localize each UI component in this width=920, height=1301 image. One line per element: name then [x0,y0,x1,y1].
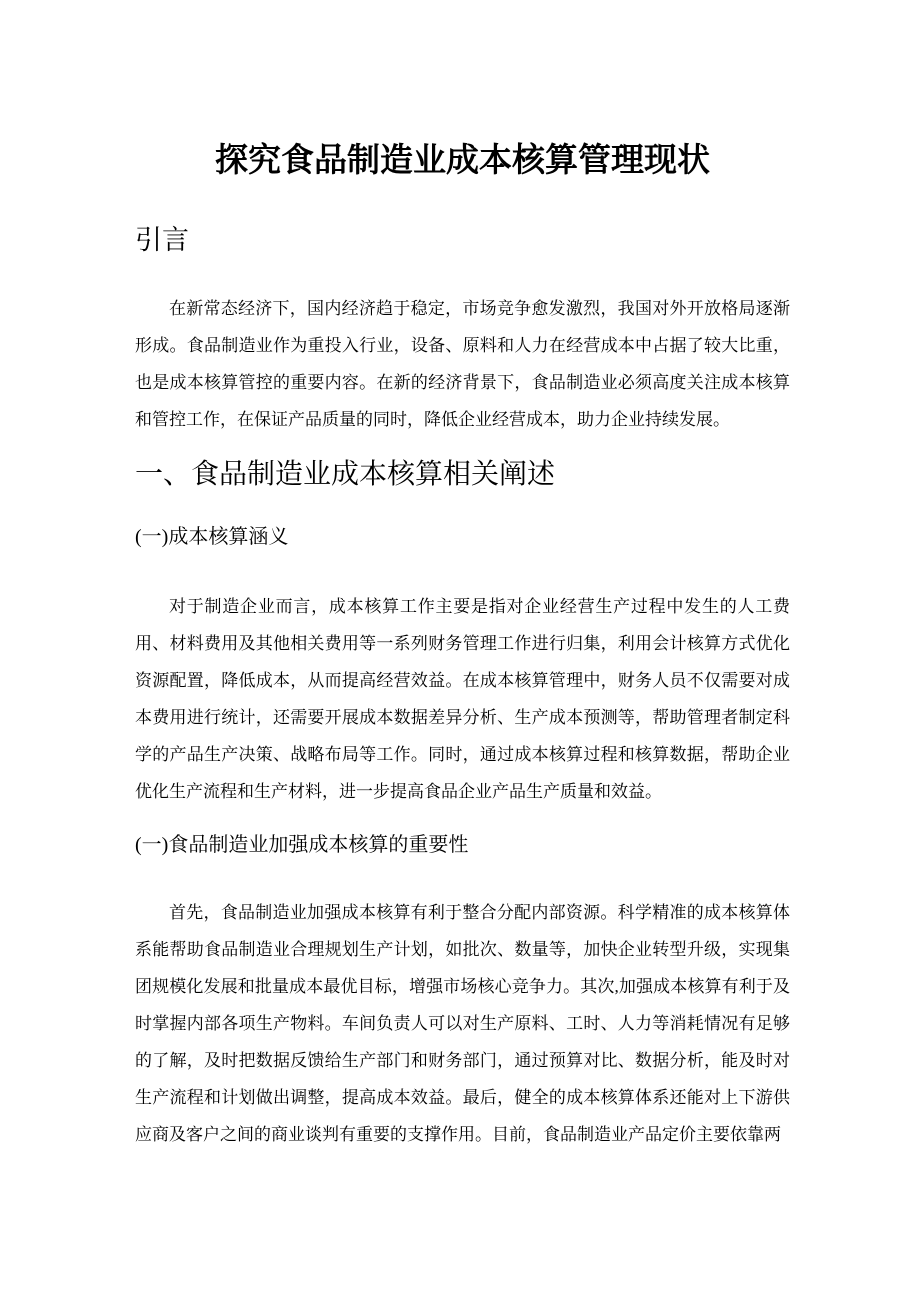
section1-sub2-heading: (一)食品制造业加强成本核算的重要性 [135,834,469,856]
intro-paragraph: 在新常态经济下，国内经济趋于稳定，市场竞争愈发激烈，我国对外开放格局逐渐形成。食品制造业作为重投入行业，设备、原料和人力在经营成本中占据了较大比重，也是成本核算管控的重要内容。在新的经济背景下，食品制造业必须高度关注成本核算和管控工作，在保证产品质量的同时，降低企业经营成本，助力企业持续发展。 [135,299,790,429]
document-title: 探究食品制造业成本核算管理现状 [215,141,710,178]
intro-heading: 引言 [135,225,189,255]
section1-sub1-heading: (一)成本核算涵义 [135,526,289,548]
section1-heading: 一、食品制造业成本核算相关阐述 [135,459,556,490]
section1-sub2-paragraph: 首先，食品制造业加强成本核算有利于整合分配内部资源。科学精准的成本核算体系能帮助食品制造业合理规划生产计划，如批次、数量等，加快企业转型升级，实现集团规模化发展和批量成本最优目标，增强市场核心竞争力。其次,加强成本核算有利于及时掌握内部各项生产物料。车间负责人可以对生产原料、工时、人力等消耗情况有足够的了解，及时把数据反馈给生产部门和财务部门，通过预算对比、数据分析，能及时对生产流程和计划做出调整，提高成本效益。最后，健全的成本核算体系还能对上下游供应商及客户之间的商业谈判有重要的支撑作用。目前，食品制造业产品定价主要依靠两 [135,903,790,1144]
section1-sub1-paragraph: 对于制造企业而言，成本核算工作主要是指对企业经营生产过程中发生的人工费用、材料费用及其他相关费用等一系列财务管理工作进行归集，利用会计核算方式优化资源配置，降低成本，从而提高经营效益。在成本核算管理中，财务人员不仅需要对成本费用进行统计，还需要开展成本数据差异分析、生产成本预测等，帮助管理者制定科学的产品生产决策、战略布局等工作。同时，通过成本核算过程和核算数据，帮助企业优化生产流程和生产材料，进一步提高食品企业产品生产质量和效益。 [135,597,790,801]
